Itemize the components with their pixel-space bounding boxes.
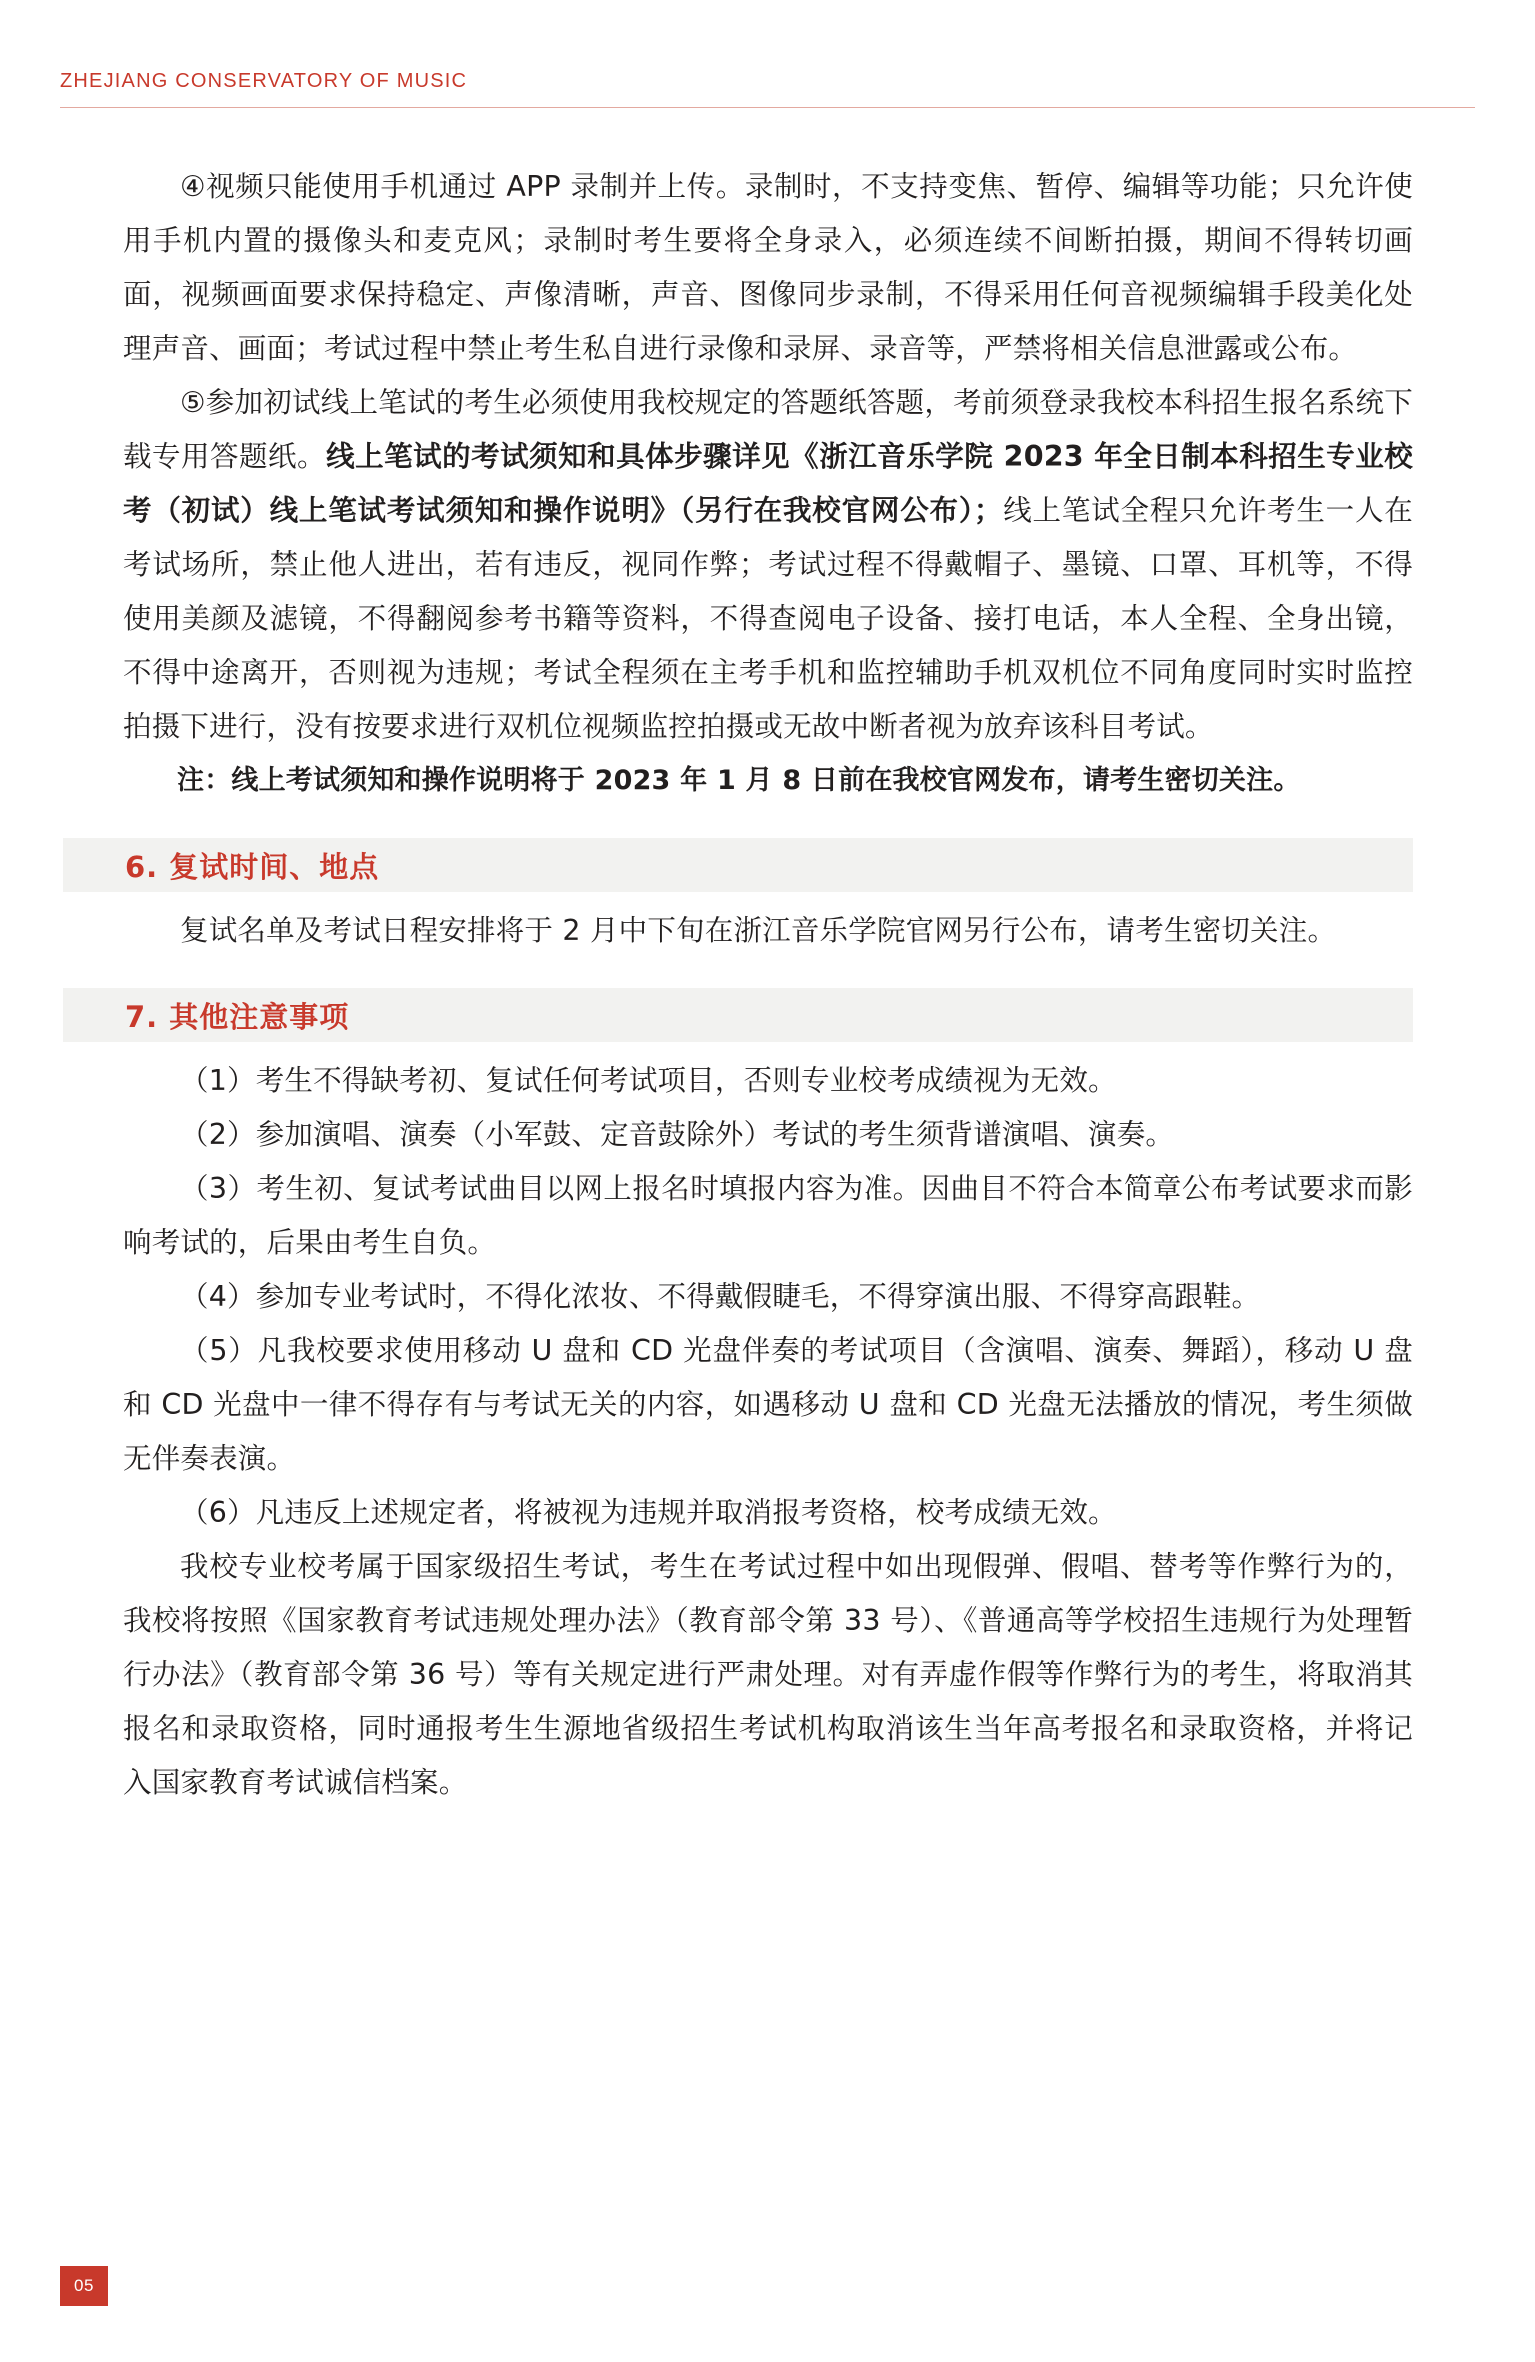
header-divider — [60, 107, 1475, 108]
paragraph-item-5-emphasis: 线上笔试的考试须知和具体步骤详见《浙江音乐学院 2023 年全日制本科招生专业校考（初试）线上笔试考试须知和操作说明》（另行在我校官网公布）； — [123, 440, 1413, 527]
page-number-badge: 05 — [60, 2266, 108, 2306]
paragraph-item-6: （6）凡违反上述规定者，将被视为违规并取消报考资格，校考成绩无效。 — [180, 1496, 1117, 1529]
institution-name: ZHEJIANG CONSERVATORY OF MUSIC — [60, 70, 468, 92]
page-header — [60, 70, 1475, 108]
paragraph-note: 注：线上考试须知和操作说明将于 2023 年 1 月 8 日前在我校官网发布，请考生密切关注。 — [177, 765, 1301, 796]
paragraph-item-5-part2: 线上笔试全程只允许考生一人在考试场所，禁止他人进出，若有违反，视同作弊；考试过程不得戴帽子、墨镜、口罩、耳机等，不得使用美颜及滤镜，不得翻阅参考书籍等资料，不得查阅电子设备、接打电话，本人全程、全身出镜，不得中途离开，否则视为违规；考试全程须在主考手机和监控辅助手机双机位不同角度同时实时监控拍摄下进行，没有按要求进行双机位视频监控拍摄或无故中断者视为放弃该科目考试。 — [123, 494, 1413, 743]
section-heading-7-label: 7. 其他注意事项 — [125, 999, 350, 1034]
paragraph-item-3: （3）考生初、复试考试曲目以网上报名时填报内容为准。因曲目不符合本简章公布考试要求而影响考试的，后果由考生自负。 — [123, 1172, 1413, 1259]
paragraph-item-2: （2）参加演唱、演奏（小军鼓、定音鼓除外）考试的考生须背谱演唱、演奏。 — [180, 1118, 1175, 1151]
paragraph-item-4: ④视频只能使用手机通过 APP 录制并上传。录制时，不支持变焦、暂停、编辑等功能；只允许使用手机内置的摄像头和麦克风；录制时考生要将全身录入，必须连续不间断拍摄，期间不得转切画面，视频画面要求保持稳定、声像清晰，声音、图像同步录制，不得采用任何音视频编辑手段美化处理声音、画面；考试过程中禁止考生私自进行录像和录屏、录音等，严禁将相关信息泄露或公布。 — [123, 170, 1413, 365]
paragraph-item-5 — [123, 376, 1413, 754]
section-heading-6-label: 6. 复试时间、地点 — [125, 849, 380, 884]
paragraph-item-1: （1）考生不得缺考初、复试任何考试项目，否则专业校考成绩视为无效。 — [180, 1064, 1117, 1097]
paragraph-item-5b: （5）凡我校要求使用移动 U 盘和 CD 光盘伴奏的考试项目（含演唱、演奏、舞蹈），移动 U 盘和 CD 光盘中一律不得存有与考试无关的内容，如遇移动 U 盘和 CD 光盘无法播放的情况，考生须做无伴奏表演。 — [123, 1334, 1413, 1475]
section-heading-7 — [63, 988, 1413, 1042]
paragraph-item-5-part1: ⑤参加初试线上笔试的考生必须使用我校规定的答题纸答题，考前须登录我校本科招生报名系统下载专用答题纸。 — [123, 386, 1413, 473]
section-heading-6 — [63, 838, 1413, 892]
paragraph-closing: 我校专业校考属于国家级招生考试，考生在考试过程中如出现假弹、假唱、替考等作弊行为的，我校将按照《国家教育考试违规处理办法》（教育部令第 33 号）、《普通高等学校招生违规行为处理暂行办法》（教育部令第 36 号）等有关规定进行严肃处理。对有弄虚作假等作弊行为的考生，将取消其报名和录取资格，同时通报考生生源地省级招生考试机构取消该生当年高考报名和录取资格，并将记入国家教育考试诚信档案。 — [123, 1550, 1413, 1799]
paragraph-item-4b: （4）参加专业考试时，不得化浓妆、不得戴假睫毛，不得穿演出服、不得穿高跟鞋。 — [180, 1280, 1261, 1313]
document-content — [123, 160, 1413, 1810]
paragraph-section-6: 复试名单及考试日程安排将于 2 月中下旬在浙江音乐学院官网另行公布，请考生密切关注。 — [180, 914, 1337, 947]
